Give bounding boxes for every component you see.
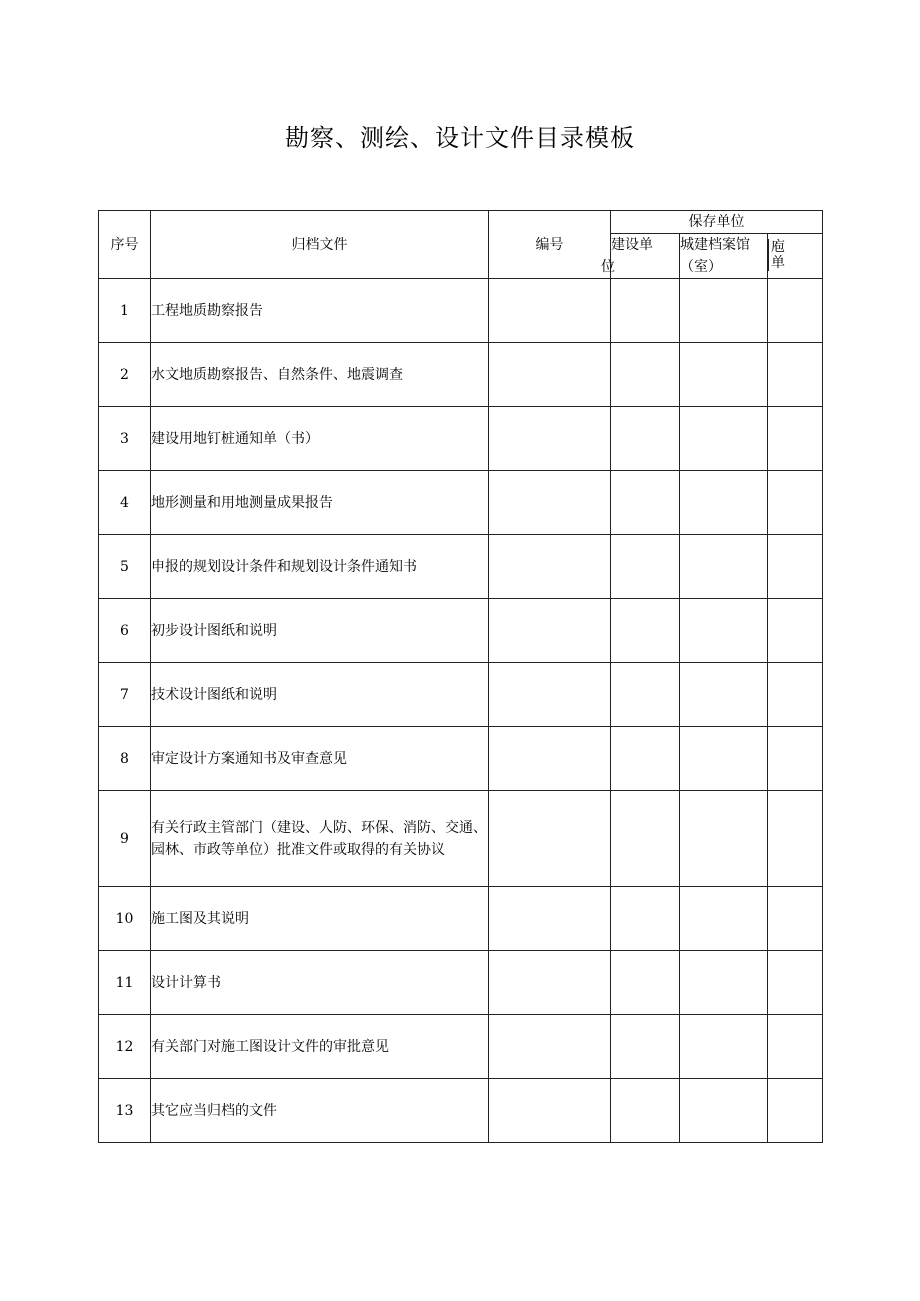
row-archive-cell bbox=[680, 791, 768, 887]
row-code-cell bbox=[489, 407, 611, 471]
row-seq: 6 bbox=[99, 599, 151, 663]
row-file: 技术设计图纸和说明 bbox=[151, 663, 489, 727]
row-other-cell bbox=[768, 407, 823, 471]
table-row bbox=[99, 471, 823, 535]
header-archive-line1: 城建档案馆 bbox=[680, 237, 750, 253]
row-code-cell bbox=[489, 791, 611, 887]
row-code-cell bbox=[489, 535, 611, 599]
header-seq: 序号 bbox=[99, 211, 151, 279]
row-seq: 12 bbox=[99, 1015, 151, 1079]
row-construction-cell bbox=[611, 535, 680, 599]
row-file: 建设用地钉桩通知单（书） bbox=[151, 407, 489, 471]
row-seq: 10 bbox=[99, 887, 151, 951]
table-row bbox=[99, 791, 823, 887]
row-code-cell bbox=[489, 599, 611, 663]
row-other-cell bbox=[768, 535, 823, 599]
table-row bbox=[99, 1079, 823, 1143]
row-other-cell bbox=[768, 727, 823, 791]
page-title: 勘察、测绘、设计文件目录模板 bbox=[285, 124, 635, 152]
row-code-cell bbox=[489, 343, 611, 407]
header-other-line2: 单 bbox=[771, 254, 785, 271]
row-other-cell bbox=[768, 599, 823, 663]
table-row bbox=[99, 279, 823, 343]
row-construction-cell bbox=[611, 407, 680, 471]
row-seq: 4 bbox=[99, 471, 151, 535]
row-file: 有关行政主管部门（建设、人防、环保、消防、交通、园林、市政等单位）批准文件或取得的有关协议 bbox=[151, 791, 489, 887]
row-other-cell bbox=[768, 343, 823, 407]
row-construction-cell bbox=[611, 951, 680, 1015]
row-file: 工程地质勘察报告 bbox=[151, 279, 489, 343]
table-row bbox=[99, 727, 823, 791]
row-other-cell bbox=[768, 471, 823, 535]
row-seq: 8 bbox=[99, 727, 151, 791]
row-other-cell bbox=[768, 1015, 823, 1079]
row-other-cell bbox=[768, 951, 823, 1015]
row-other-cell bbox=[768, 887, 823, 951]
table-row bbox=[99, 343, 823, 407]
row-file: 施工图及其说明 bbox=[151, 887, 489, 951]
row-construction-cell bbox=[611, 727, 680, 791]
row-archive-cell bbox=[680, 279, 768, 343]
row-seq: 3 bbox=[99, 407, 151, 471]
row-other-cell bbox=[768, 279, 823, 343]
table-row bbox=[99, 951, 823, 1015]
row-seq: 13 bbox=[99, 1079, 151, 1143]
table-body bbox=[99, 279, 823, 1143]
header-construction-line1: 建设单 bbox=[611, 237, 653, 253]
row-construction-cell bbox=[611, 343, 680, 407]
row-seq: 1 bbox=[99, 279, 151, 343]
row-code-cell bbox=[489, 663, 611, 727]
row-archive-cell bbox=[680, 887, 768, 951]
table-row bbox=[99, 887, 823, 951]
table-row bbox=[99, 599, 823, 663]
row-construction-cell bbox=[611, 887, 680, 951]
row-seq: 9 bbox=[99, 791, 151, 887]
row-archive-cell bbox=[680, 343, 768, 407]
header-archive-line2: （室） bbox=[680, 259, 722, 275]
row-code-cell bbox=[489, 951, 611, 1015]
row-file: 有关部门对施工图设计文件的审批意见 bbox=[151, 1015, 489, 1079]
header-save-unit: 保存单位 bbox=[611, 211, 823, 234]
row-construction-cell bbox=[611, 279, 680, 343]
table-row bbox=[99, 663, 823, 727]
header-construction-line2: 位 bbox=[601, 259, 615, 275]
header-construction-unit bbox=[601, 234, 680, 279]
row-construction-cell bbox=[611, 1015, 680, 1079]
row-code-cell bbox=[489, 1015, 611, 1079]
table-row bbox=[99, 1015, 823, 1079]
row-archive-cell bbox=[680, 1015, 768, 1079]
table-row bbox=[99, 535, 823, 599]
header-other-line1: 庖 bbox=[771, 238, 785, 255]
row-file: 其它应当归档的文件 bbox=[151, 1079, 489, 1143]
row-archive-cell bbox=[680, 599, 768, 663]
catalog-table bbox=[98, 210, 823, 1143]
row-file: 水文地质勘察报告、自然条件、地震调查 bbox=[151, 343, 489, 407]
row-file: 设计计算书 bbox=[151, 951, 489, 1015]
row-construction-cell bbox=[611, 663, 680, 727]
row-code-cell bbox=[489, 471, 611, 535]
header-file: 归档文件 bbox=[151, 211, 489, 279]
row-seq: 5 bbox=[99, 535, 151, 599]
row-code-cell bbox=[489, 279, 611, 343]
row-other-cell bbox=[768, 663, 823, 727]
header-row-1 bbox=[99, 211, 823, 234]
row-code-cell bbox=[489, 887, 611, 951]
row-construction-cell bbox=[611, 471, 680, 535]
row-code-cell bbox=[489, 727, 611, 791]
row-archive-cell bbox=[680, 727, 768, 791]
row-file: 申报的规划设计条件和规划设计条件通知书 bbox=[151, 535, 489, 599]
row-construction-cell bbox=[611, 599, 680, 663]
row-archive-cell bbox=[680, 407, 768, 471]
row-archive-cell bbox=[680, 471, 768, 535]
row-other-cell bbox=[768, 1079, 823, 1143]
header-archive-office bbox=[680, 234, 768, 279]
row-archive-cell bbox=[680, 663, 768, 727]
row-archive-cell bbox=[680, 1079, 768, 1143]
table-row bbox=[99, 407, 823, 471]
row-file: 审定设计方案通知书及审查意见 bbox=[151, 727, 489, 791]
row-other-cell bbox=[768, 791, 823, 887]
row-construction-cell bbox=[611, 791, 680, 887]
row-seq: 2 bbox=[99, 343, 151, 407]
header-other-unit bbox=[768, 234, 823, 279]
row-file: 初步设计图纸和说明 bbox=[151, 599, 489, 663]
row-code-cell bbox=[489, 1079, 611, 1143]
row-archive-cell bbox=[680, 535, 768, 599]
row-archive-cell bbox=[680, 951, 768, 1015]
row-seq: 7 bbox=[99, 663, 151, 727]
row-construction-cell bbox=[611, 1079, 680, 1143]
row-seq: 11 bbox=[99, 951, 151, 1015]
header-code: 编号 bbox=[489, 211, 611, 279]
row-file: 地形测量和用地测量成果报告 bbox=[151, 471, 489, 535]
